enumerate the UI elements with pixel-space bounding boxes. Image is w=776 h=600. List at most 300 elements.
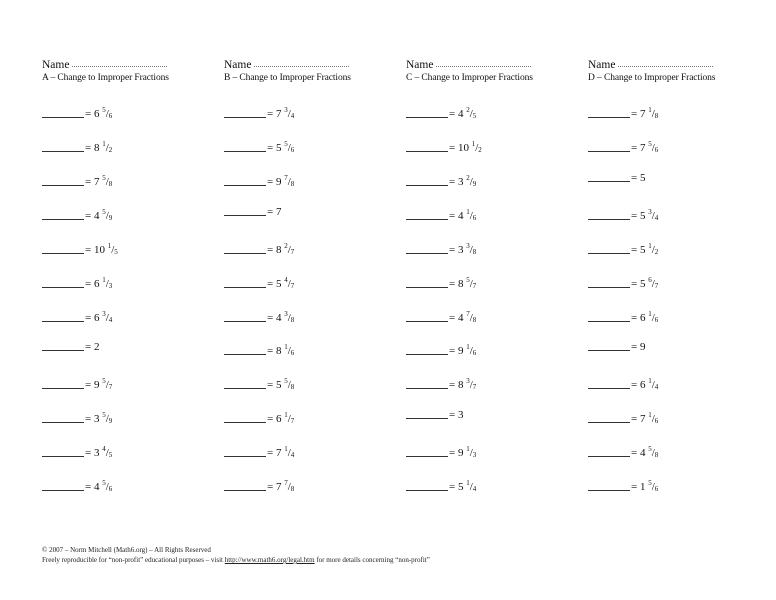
equals-sign: = bbox=[449, 447, 458, 459]
problem-item bbox=[42, 373, 112, 389]
denominator: 7 bbox=[472, 383, 477, 391]
problem-item bbox=[42, 170, 112, 186]
equals-sign: = bbox=[449, 176, 458, 188]
numerator: 6 bbox=[648, 276, 652, 284]
numerator: 3 bbox=[648, 208, 652, 216]
numerator: 2 bbox=[466, 106, 470, 114]
equals-sign: = bbox=[449, 142, 458, 154]
denominator: 7 bbox=[654, 282, 659, 290]
whole-number: 7 bbox=[93, 176, 100, 188]
fraction: $^1$/3 bbox=[466, 445, 477, 459]
worksheet-column-b bbox=[224, 58, 404, 493]
fraction: $^5$/9 bbox=[102, 208, 113, 222]
fraction: $^1$/4 bbox=[466, 479, 477, 493]
equals-sign: = bbox=[631, 244, 640, 256]
name-field bbox=[224, 58, 404, 72]
equals-sign: = bbox=[85, 244, 94, 256]
answer-blank[interactable] bbox=[224, 311, 266, 322]
fraction: $^4$/5 bbox=[102, 445, 113, 459]
answer-blank[interactable] bbox=[42, 480, 84, 491]
equals-sign: = bbox=[85, 447, 94, 459]
denominator: 2 bbox=[478, 146, 482, 154]
answer-blank[interactable] bbox=[42, 340, 84, 351]
numerator: 5 bbox=[284, 377, 288, 385]
section-title: B – Change to Improper Fractions bbox=[224, 73, 351, 83]
numerator: 5 bbox=[648, 140, 652, 148]
numerator: 1 bbox=[648, 310, 652, 318]
whole-number: 4 bbox=[457, 312, 464, 324]
worksheet-column-d bbox=[588, 58, 768, 493]
section-title: A – Change to Improper Fractions bbox=[42, 73, 169, 83]
equals-sign: = bbox=[267, 142, 276, 154]
problem-item bbox=[588, 373, 658, 389]
numerator: 1 bbox=[284, 411, 288, 419]
numerator: 2 bbox=[466, 174, 470, 182]
problem-item bbox=[42, 136, 112, 152]
problem-item bbox=[224, 306, 294, 322]
worksheet-column-c bbox=[406, 58, 586, 493]
equals-sign: = bbox=[631, 379, 640, 391]
fraction: $^1$/5 bbox=[107, 242, 118, 256]
equals-sign: = bbox=[449, 312, 458, 324]
equals-sign: = bbox=[267, 481, 276, 493]
section-title: D – Change to Improper Fractions bbox=[588, 73, 716, 83]
whole-number: 4 bbox=[457, 108, 464, 120]
denominator: 8 bbox=[654, 451, 659, 459]
fraction: $^3$/8 bbox=[284, 310, 295, 324]
name-blank-line[interactable] bbox=[254, 58, 349, 67]
problem-item bbox=[406, 136, 482, 152]
whole-number: 9 bbox=[275, 176, 282, 188]
name-label: Name bbox=[588, 59, 616, 71]
answer-blank[interactable] bbox=[588, 243, 630, 254]
fraction: $^3$/4 bbox=[648, 208, 659, 222]
numerator: 2 bbox=[284, 242, 288, 250]
license-text: Freely reproducible for “non-profit” educational purposes – visit http://www.math6.org/legal.htm for more details concerning “non-profit” bbox=[42, 556, 430, 564]
fraction: $^5$/6 bbox=[102, 106, 113, 120]
fraction: $^1$/4 bbox=[648, 377, 659, 391]
equals-sign: = bbox=[267, 312, 276, 324]
whole-number: 9 bbox=[457, 447, 464, 459]
whole-number: 1 bbox=[639, 481, 646, 493]
equals-sign: = bbox=[631, 312, 640, 324]
answer-blank[interactable] bbox=[588, 107, 630, 118]
equals-sign: = bbox=[267, 379, 276, 391]
denominator: 8 bbox=[290, 383, 295, 391]
whole-number: 6 bbox=[93, 278, 100, 290]
answer-blank[interactable] bbox=[406, 141, 448, 152]
numerator: 1 bbox=[466, 479, 470, 487]
denominator: 6 bbox=[108, 112, 113, 120]
denominator: 7 bbox=[472, 282, 477, 290]
problem-item bbox=[588, 306, 658, 322]
numerator: 5 bbox=[466, 276, 470, 284]
equals-sign: = bbox=[85, 210, 94, 222]
answer-blank[interactable] bbox=[406, 480, 448, 491]
problem-item bbox=[42, 306, 112, 322]
equals-sign: = bbox=[85, 312, 94, 324]
denominator: 6 bbox=[472, 349, 477, 357]
numerator: 5 bbox=[648, 445, 652, 453]
problem-item bbox=[224, 407, 294, 423]
answer-blank[interactable] bbox=[224, 141, 266, 152]
numerator: 1 bbox=[284, 445, 288, 453]
problem-item bbox=[406, 170, 476, 186]
denominator: 8 bbox=[654, 112, 659, 120]
denominator: 4 bbox=[108, 316, 113, 324]
fraction: $^5$/7 bbox=[102, 377, 113, 391]
whole-number: 5 bbox=[457, 481, 464, 493]
answer-blank[interactable] bbox=[224, 378, 266, 389]
problem-item bbox=[42, 102, 112, 118]
whole-number: 4 bbox=[457, 210, 464, 222]
denominator: 7 bbox=[290, 248, 295, 256]
whole-number: 9 bbox=[93, 379, 100, 391]
equals-sign: = bbox=[85, 142, 94, 154]
fraction: $^2$/9 bbox=[466, 174, 477, 188]
equals-sign: = bbox=[449, 409, 458, 421]
answer-blank[interactable] bbox=[224, 107, 266, 118]
numerator: 5 bbox=[284, 140, 288, 148]
whole-number: 8 bbox=[275, 244, 282, 256]
numerator: 1 bbox=[107, 242, 112, 250]
answer-blank[interactable] bbox=[42, 311, 84, 322]
answer-blank[interactable] bbox=[406, 107, 448, 118]
problem-item bbox=[42, 339, 99, 355]
answer-blank[interactable] bbox=[588, 311, 630, 322]
denominator: 8 bbox=[290, 316, 295, 324]
denominator: 6 bbox=[108, 485, 113, 493]
denominator: 6 bbox=[654, 485, 659, 493]
fraction: $^3$/4 bbox=[102, 310, 113, 324]
denominator: 6 bbox=[654, 316, 659, 324]
equals-sign: = bbox=[267, 413, 276, 425]
whole-number: 6 bbox=[93, 108, 100, 120]
numerator: 7 bbox=[466, 310, 470, 318]
problem-item bbox=[406, 339, 476, 355]
denominator: 4 bbox=[290, 112, 295, 120]
denominator: 5 bbox=[472, 112, 477, 120]
equals-sign: = bbox=[631, 341, 640, 353]
name-label: Name bbox=[406, 59, 434, 71]
denominator: 9 bbox=[108, 417, 113, 425]
answer-blank[interactable] bbox=[42, 378, 84, 389]
answer-blank[interactable] bbox=[224, 205, 266, 216]
problem-item bbox=[588, 136, 658, 152]
equals-sign: = bbox=[449, 379, 458, 391]
problem-item bbox=[224, 373, 294, 389]
name-blank-line[interactable] bbox=[618, 58, 713, 67]
whole-number: 6 bbox=[639, 312, 646, 324]
fraction: $^5$/6 bbox=[648, 479, 659, 493]
equals-sign: = bbox=[449, 244, 458, 256]
problem-item bbox=[42, 204, 112, 220]
equals-sign: = bbox=[631, 278, 640, 290]
equals-sign: = bbox=[85, 176, 94, 188]
whole-number: 7 bbox=[275, 108, 282, 120]
fraction: $^2$/7 bbox=[284, 242, 295, 256]
answer-blank[interactable] bbox=[42, 141, 84, 152]
name-label: Name bbox=[42, 59, 70, 71]
answer-blank[interactable] bbox=[224, 243, 266, 254]
fraction: $^5$/8 bbox=[284, 377, 295, 391]
problem-item bbox=[406, 373, 476, 389]
fraction: $^7$/8 bbox=[284, 174, 295, 188]
answer-blank[interactable] bbox=[224, 277, 266, 288]
numerator: 5 bbox=[102, 208, 106, 216]
equals-sign: = bbox=[449, 278, 458, 290]
problem-item bbox=[588, 204, 658, 220]
answer-blank[interactable] bbox=[224, 480, 266, 491]
problem-item bbox=[224, 204, 281, 220]
numerator: 3 bbox=[466, 377, 470, 385]
denominator: 4 bbox=[654, 383, 659, 391]
fraction: $^1$/2 bbox=[648, 242, 659, 256]
footer bbox=[42, 545, 430, 565]
denominator: 3 bbox=[472, 451, 477, 459]
fraction: $^1$/2 bbox=[471, 140, 482, 154]
numerator: 5 bbox=[102, 411, 106, 419]
answer-blank[interactable] bbox=[588, 480, 630, 491]
denominator: 6 bbox=[290, 146, 295, 154]
problem-item bbox=[406, 102, 476, 118]
answer-blank[interactable] bbox=[224, 412, 266, 423]
copyright-text: © 2007 – Norm Mitchell (Math6.org) – All Rights Reserved bbox=[42, 546, 211, 554]
fraction: $^5$/6 bbox=[102, 479, 113, 493]
whole-number: 4 bbox=[275, 312, 282, 324]
fraction: $^5$/7 bbox=[466, 276, 477, 290]
fraction: $^7$/8 bbox=[466, 310, 477, 324]
answer-blank[interactable] bbox=[406, 344, 448, 355]
numerator: 3 bbox=[466, 242, 470, 250]
whole-number: 4 bbox=[639, 447, 646, 459]
problem-item bbox=[406, 238, 476, 254]
answer-blank[interactable] bbox=[224, 446, 266, 457]
equals-sign: = bbox=[267, 345, 276, 357]
numerator: 5 bbox=[102, 174, 106, 182]
numerator: 1 bbox=[648, 411, 652, 419]
numerator: 3 bbox=[284, 106, 288, 114]
whole-number: 9 bbox=[457, 345, 464, 357]
equals-sign: = bbox=[267, 108, 276, 120]
answer-blank[interactable] bbox=[406, 408, 448, 419]
answer-blank[interactable] bbox=[588, 412, 630, 423]
numerator: 1 bbox=[648, 242, 652, 250]
numerator: 1 bbox=[471, 140, 476, 148]
equals-sign: = bbox=[85, 379, 94, 391]
denominator: 9 bbox=[472, 180, 477, 188]
name-blank-line[interactable] bbox=[72, 58, 167, 67]
numerator: 3 bbox=[102, 310, 106, 318]
numerator: 1 bbox=[648, 106, 652, 114]
fraction: $^1$/6 bbox=[466, 343, 477, 357]
whole-number: 8 bbox=[457, 379, 464, 391]
numerator: 1 bbox=[102, 276, 106, 284]
equals-sign: = bbox=[449, 345, 458, 357]
numerator: 1 bbox=[466, 343, 470, 351]
whole-number: 8 bbox=[275, 345, 282, 357]
answer-blank[interactable] bbox=[588, 446, 630, 457]
equals-sign: = bbox=[267, 176, 276, 188]
answer-blank[interactable] bbox=[224, 344, 266, 355]
answer-blank[interactable] bbox=[406, 311, 448, 322]
answer-blank[interactable] bbox=[588, 277, 630, 288]
numerator: 1 bbox=[466, 445, 470, 453]
answer-blank[interactable] bbox=[588, 209, 630, 220]
equals-sign: = bbox=[631, 210, 640, 222]
whole-number: 7 bbox=[639, 413, 646, 425]
answer-blank[interactable] bbox=[224, 175, 266, 186]
answer-blank[interactable] bbox=[588, 141, 630, 152]
answer-blank[interactable] bbox=[42, 209, 84, 220]
whole-number: 6 bbox=[639, 379, 646, 391]
answer-blank[interactable] bbox=[588, 378, 630, 389]
fraction: $^5$/6 bbox=[648, 140, 659, 154]
equals-sign: = bbox=[631, 172, 640, 184]
denominator: 4 bbox=[290, 451, 295, 459]
equals-sign: = bbox=[267, 447, 276, 459]
equals-sign: = bbox=[449, 108, 458, 120]
numerator: 5 bbox=[102, 479, 106, 487]
equals-sign: = bbox=[85, 413, 94, 425]
numerator: 5 bbox=[102, 377, 106, 385]
denominator: 3 bbox=[108, 282, 113, 290]
denominator: 4 bbox=[472, 485, 477, 493]
fraction: $^2$/5 bbox=[466, 106, 477, 120]
whole-number: 7 bbox=[275, 206, 282, 218]
problem-item bbox=[406, 407, 463, 423]
problem-item bbox=[42, 272, 112, 288]
whole-number: 5 bbox=[639, 244, 646, 256]
answer-blank[interactable] bbox=[42, 446, 84, 457]
denominator: 8 bbox=[108, 180, 113, 188]
equals-sign: = bbox=[631, 447, 640, 459]
name-label: Name bbox=[224, 59, 252, 71]
whole-number: 5 bbox=[639, 210, 646, 222]
whole-number: 4 bbox=[93, 481, 100, 493]
fraction: $^3$/8 bbox=[466, 242, 477, 256]
answer-blank[interactable] bbox=[42, 175, 84, 186]
fraction: $^1$/6 bbox=[466, 208, 477, 222]
answer-blank[interactable] bbox=[406, 446, 448, 457]
whole-number: 5 bbox=[639, 278, 646, 290]
problem-item bbox=[224, 238, 294, 254]
problem-item bbox=[42, 475, 112, 491]
problem-item bbox=[588, 170, 645, 186]
section-title: C – Change to Improper Fractions bbox=[406, 73, 533, 83]
whole-number: 8 bbox=[457, 278, 464, 290]
equals-sign: = bbox=[85, 108, 94, 120]
problem-item bbox=[406, 475, 476, 491]
whole-number: 7 bbox=[275, 481, 282, 493]
numerator: 1 bbox=[102, 140, 106, 148]
answer-blank[interactable] bbox=[406, 243, 448, 254]
whole-number: 3 bbox=[457, 244, 464, 256]
answer-blank[interactable] bbox=[406, 209, 448, 220]
problem-item bbox=[588, 272, 658, 288]
numerator: 3 bbox=[284, 310, 288, 318]
equals-sign: = bbox=[85, 278, 94, 290]
denominator: 8 bbox=[290, 485, 295, 493]
problem-item bbox=[224, 272, 294, 288]
equals-sign: = bbox=[631, 108, 640, 120]
equals-sign: = bbox=[267, 244, 276, 256]
denominator: 5 bbox=[108, 451, 113, 459]
whole-number: 5 bbox=[275, 379, 282, 391]
whole-number: 3 bbox=[457, 176, 464, 188]
denominator: 2 bbox=[654, 248, 659, 256]
answer-blank[interactable] bbox=[406, 175, 448, 186]
worksheet-column-a bbox=[42, 58, 222, 493]
whole-number: 3 bbox=[457, 409, 464, 421]
problem-item bbox=[42, 441, 112, 457]
legal-link[interactable]: http://www.math6.org/legal.htm bbox=[224, 556, 315, 564]
name-blank-line[interactable] bbox=[436, 58, 531, 67]
whole-number: 7 bbox=[639, 142, 646, 154]
problem-item bbox=[588, 102, 658, 118]
denominator: 7 bbox=[290, 282, 295, 290]
numerator: 7 bbox=[284, 479, 288, 487]
fraction: $^1$/4 bbox=[284, 445, 295, 459]
equals-sign: = bbox=[449, 481, 458, 493]
fraction: $^1$/7 bbox=[284, 411, 295, 425]
fraction: $^3$/7 bbox=[466, 377, 477, 391]
problem-item bbox=[224, 475, 294, 491]
equals-sign: = bbox=[85, 341, 94, 353]
numerator: 7 bbox=[284, 174, 288, 182]
name-field bbox=[42, 58, 222, 72]
denominator: 7 bbox=[290, 417, 295, 425]
fraction: $^5$/6 bbox=[284, 140, 295, 154]
name-field bbox=[588, 58, 768, 72]
fraction: $^6$/7 bbox=[648, 276, 659, 290]
fraction: $^5$/8 bbox=[648, 445, 659, 459]
denominator: 9 bbox=[108, 214, 113, 222]
fraction: $^3$/4 bbox=[284, 106, 295, 120]
whole-number: 4 bbox=[93, 210, 100, 222]
answer-blank[interactable] bbox=[588, 340, 630, 351]
answer-blank[interactable] bbox=[406, 378, 448, 389]
answer-blank[interactable] bbox=[406, 277, 448, 288]
denominator: 5 bbox=[114, 248, 118, 256]
numerator: 1 bbox=[648, 377, 652, 385]
whole-number: 5 bbox=[275, 278, 282, 290]
answer-blank[interactable] bbox=[42, 243, 84, 254]
equals-sign: = bbox=[85, 481, 94, 493]
answer-blank[interactable] bbox=[588, 171, 630, 182]
fraction: $^5$/8 bbox=[102, 174, 113, 188]
fraction: $^7$/8 bbox=[284, 479, 295, 493]
answer-blank[interactable] bbox=[42, 412, 84, 423]
problem-item bbox=[224, 170, 294, 186]
fraction: $^1$/6 bbox=[284, 343, 295, 357]
fraction: $^1$/6 bbox=[648, 411, 659, 425]
fraction: $^1$/6 bbox=[648, 310, 659, 324]
numerator: 5 bbox=[102, 106, 106, 114]
answer-blank[interactable] bbox=[42, 277, 84, 288]
numerator: 1 bbox=[466, 208, 470, 216]
answer-blank[interactable] bbox=[42, 107, 84, 118]
problem-item bbox=[588, 407, 658, 423]
problem-item bbox=[42, 407, 112, 423]
whole-number: 2 bbox=[93, 341, 100, 353]
denominator: 6 bbox=[290, 349, 295, 357]
whole-number: 6 bbox=[275, 413, 282, 425]
equals-sign: = bbox=[631, 413, 640, 425]
numerator: 5 bbox=[648, 479, 652, 487]
denominator: 8 bbox=[472, 248, 477, 256]
whole-number: 5 bbox=[639, 172, 646, 184]
